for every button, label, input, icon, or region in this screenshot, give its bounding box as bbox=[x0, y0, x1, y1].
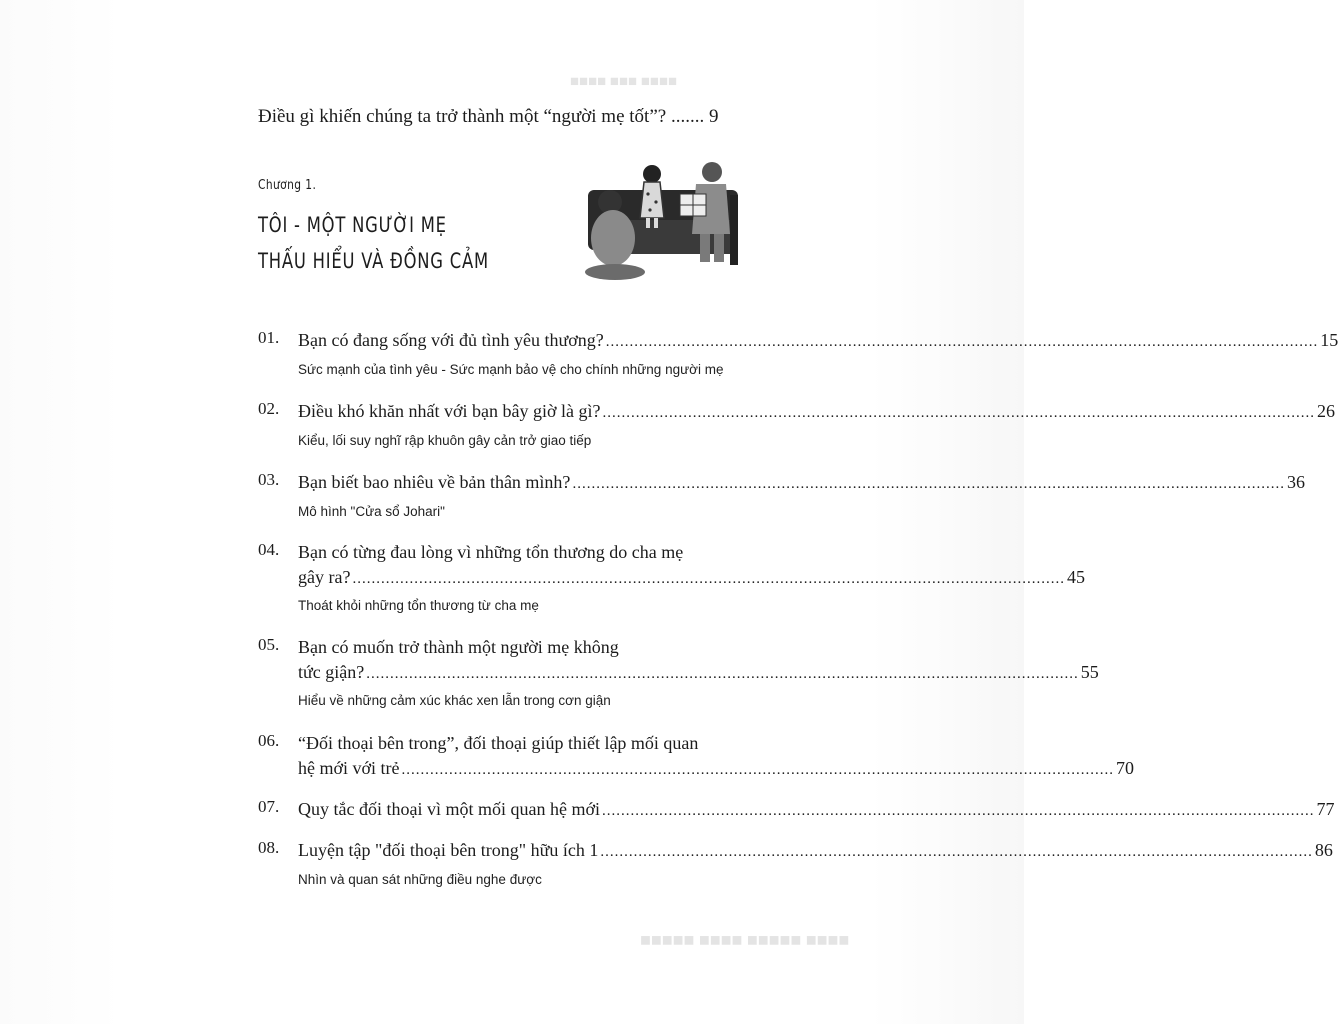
entry-page-number: 70 bbox=[1116, 758, 1135, 778]
entry-question-line bbox=[298, 756, 1135, 783]
entry-question-line bbox=[298, 399, 1335, 426]
entry-question bbox=[298, 797, 1335, 824]
entry-question bbox=[298, 838, 1333, 865]
entry-number: 01. bbox=[258, 328, 280, 347]
show-through-text: ■■■■ ■■■ ■■■■ bbox=[570, 73, 678, 89]
chapter-title bbox=[258, 207, 492, 279]
entry-question-text: Bạn có đang sống với đủ tình yêu thương? bbox=[298, 330, 604, 350]
entry-question-line bbox=[298, 838, 1333, 865]
entry-number: 03. bbox=[258, 470, 280, 489]
show-through-text: ■■■■ ■■■■■ ■■■■ ■■■■■ bbox=[640, 931, 850, 951]
entry-question-line bbox=[298, 635, 726, 660]
entry-question bbox=[298, 540, 1085, 592]
entry-page-number: 55 bbox=[1080, 662, 1099, 682]
entry-number: 04. bbox=[258, 540, 280, 559]
entry-page-number: 26 bbox=[1316, 401, 1335, 421]
mother-child-family-illustration-icon bbox=[580, 160, 740, 282]
entry-number: 07. bbox=[258, 797, 280, 816]
entry-question-line bbox=[298, 540, 726, 565]
entry-question-text: Quy tắc đối thoại vì một mối quan hệ mới bbox=[298, 799, 600, 819]
entry-question-text: Luyện tập "đối thoại bên trong" hữu ích 1 bbox=[298, 840, 599, 860]
entry-question-text: tức giận? bbox=[298, 662, 365, 682]
intro-dots: ....... bbox=[670, 106, 709, 127]
entry-question-line bbox=[298, 797, 1335, 824]
entry-subtitle: Kiểu, lối suy nghĩ rập khuôn gây cản trở giao tiếp bbox=[298, 433, 592, 448]
entry-leader-dots: ...................................................................................................................................................... bbox=[600, 844, 1313, 860]
entry-leader-dots: ...................................................................................................................................................... bbox=[401, 762, 1115, 778]
entry-leader-dots: ...................................................................................................................................................... bbox=[601, 803, 1315, 819]
entry-leader-dots: ...................................................................................................................................................... bbox=[572, 476, 1285, 492]
entry-question-text: Bạn có muốn trở thành một người mẹ không bbox=[298, 637, 619, 657]
entry-question-text: Điều khó khăn nhất với bạn bây giờ là gì? bbox=[298, 401, 601, 421]
entry-question bbox=[298, 731, 1135, 783]
entry-subtitle: Sức mạnh của tình yêu - Sức mạnh bảo vệ cho chính những người mẹ bbox=[298, 362, 724, 377]
entry-question-text: Bạn biết bao nhiêu về bản thân mình? bbox=[298, 472, 571, 492]
entry-question bbox=[298, 399, 1335, 426]
entry-page-number: 36 bbox=[1286, 472, 1305, 492]
entry-page-number: 15 bbox=[1320, 330, 1338, 350]
chapter-title-line-2: THẤU HIỂU VÀ ĐỒNG CẢM bbox=[258, 249, 489, 273]
entry-subtitle: Thoát khỏi những tổn thương từ cha mẹ bbox=[298, 598, 539, 613]
entry-leader-dots: ...................................................................................................................................................... bbox=[366, 666, 1079, 682]
intro-page-number: 9 bbox=[708, 106, 719, 127]
entry-leader-dots: ...................................................................................................................................................... bbox=[352, 571, 1065, 587]
entry-number: 02. bbox=[258, 399, 280, 418]
entry-number: 05. bbox=[258, 635, 280, 654]
entry-question-text: gây ra? bbox=[298, 567, 351, 587]
entry-subtitle: Hiểu về những cảm xúc khác xen lẫn trong cơn giận bbox=[298, 693, 611, 708]
chapter-label: Chương 1. bbox=[258, 178, 317, 193]
entry-page-number: 86 bbox=[1314, 840, 1333, 860]
entry-number: 06. bbox=[258, 731, 280, 750]
entry-leader-dots: ...................................................................................................................................................... bbox=[602, 405, 1315, 421]
entry-question-line bbox=[298, 565, 1085, 592]
entry-leader-dots: ...................................................................................................................................................... bbox=[605, 334, 1319, 350]
entry-question-line bbox=[298, 660, 1099, 687]
entry-page-number: 45 bbox=[1066, 567, 1085, 587]
entry-question-text: “Đối thoại bên trong”, đối thoại giúp thiết lập mối quan bbox=[298, 733, 699, 753]
chapter-title-line-1: TÔI - MỘT NGƯỜI MẸ bbox=[258, 213, 447, 237]
entry-question bbox=[298, 635, 1099, 687]
intro-text: Điều gì khiến chúng ta trở thành một “người mẹ tốt”? bbox=[258, 106, 667, 127]
entry-subtitle: Mô hình "Cửa sổ Johari" bbox=[298, 504, 445, 519]
entry-question-line bbox=[298, 731, 726, 756]
entry-page-number: 77 bbox=[1316, 799, 1335, 819]
entry-subtitle: Nhìn và quan sát những điều nghe được bbox=[298, 872, 542, 887]
entry-question bbox=[298, 328, 1338, 355]
intro-entry bbox=[258, 106, 738, 128]
entry-question-text: Bạn có từng đau lòng vì những tổn thương do cha mẹ bbox=[298, 542, 684, 562]
entry-number: 08. bbox=[258, 838, 280, 857]
entry-question bbox=[298, 470, 1305, 497]
entry-question-line bbox=[298, 328, 1338, 355]
entry-question-line bbox=[298, 470, 1305, 497]
entry-question-text: hệ mới với trẻ bbox=[298, 758, 400, 778]
